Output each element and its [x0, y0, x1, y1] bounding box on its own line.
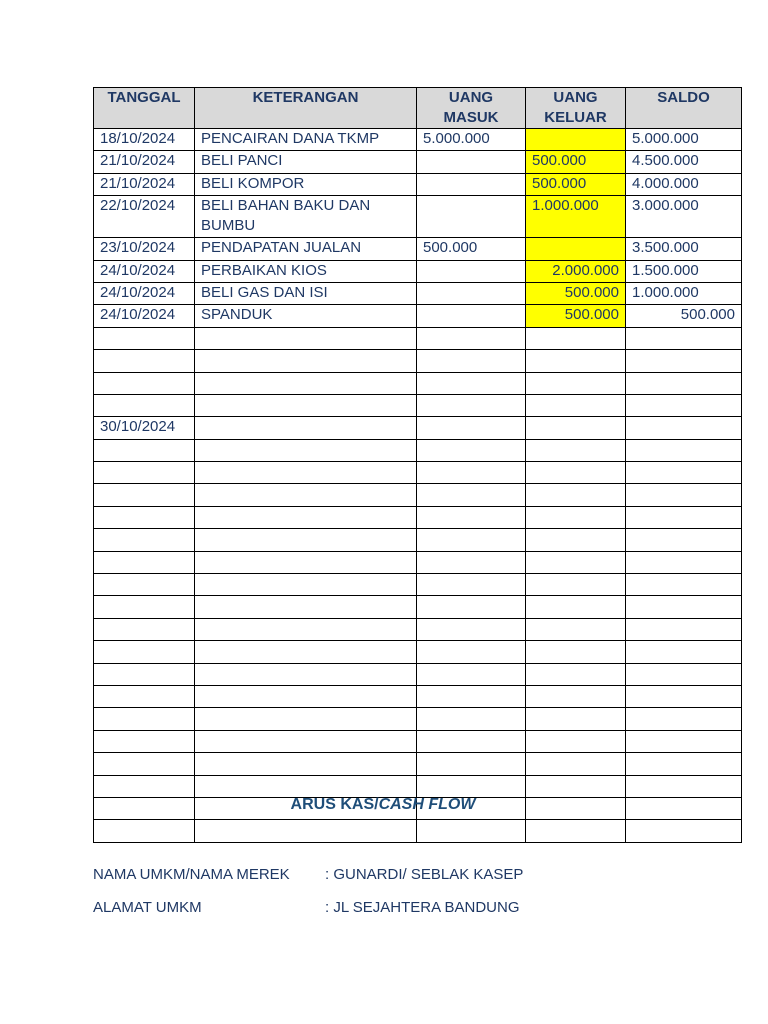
- cell-keterangan: [195, 730, 417, 752]
- cell-uang-keluar: [526, 529, 626, 551]
- table-body: [94, 129, 742, 843]
- table-row: [94, 282, 742, 304]
- table-row: [94, 730, 742, 752]
- table-row: [94, 327, 742, 349]
- cell-tanggal: 30/10/2024: [94, 417, 195, 439]
- table-row: [94, 151, 742, 173]
- cell-uang-masuk: [417, 372, 526, 394]
- cell-uang-masuk: [417, 618, 526, 640]
- cell-uang-masuk: [417, 260, 526, 282]
- table-row: [94, 596, 742, 618]
- table-row: [94, 775, 742, 797]
- cell-uang-keluar: [526, 394, 626, 416]
- cell-tanggal: [94, 551, 195, 573]
- table-row: [94, 350, 742, 372]
- title-main: ARUS KAS/: [290, 796, 379, 813]
- cell-tanggal: [94, 394, 195, 416]
- cell-uang-masuk: [417, 196, 526, 238]
- cell-keterangan: SPANDUK: [195, 305, 417, 327]
- cell-uang-masuk: [417, 484, 526, 506]
- cell-saldo: [626, 462, 742, 484]
- cell-keterangan: PENDAPATAN JUALAN: [195, 238, 417, 260]
- cell-tanggal: [94, 439, 195, 461]
- cell-uang-keluar: 500.000: [526, 305, 626, 327]
- cell-keterangan: [195, 327, 417, 349]
- cell-uang-keluar: [526, 730, 626, 752]
- cell-uang-masuk: [417, 394, 526, 416]
- title-italic: CASH FLOW: [378, 796, 476, 813]
- cell-uang-keluar: [526, 372, 626, 394]
- umkm-name-value: : GUNARDI/ SEBLAK KASEP: [325, 866, 524, 883]
- cell-tanggal: 24/10/2024: [94, 260, 195, 282]
- cell-keterangan: BELI KOMPOR: [195, 173, 417, 195]
- cell-keterangan: [195, 394, 417, 416]
- cell-keterangan: [195, 618, 417, 640]
- cell-keterangan: [195, 506, 417, 528]
- cash-flow-sheet: [93, 87, 741, 843]
- cell-keterangan: BELI BAHAN BAKU DAN BUMBU: [195, 196, 417, 238]
- umkm-address-label: ALAMAT UMKM: [93, 899, 202, 916]
- cell-tanggal: 23/10/2024: [94, 238, 195, 260]
- cell-keterangan: [195, 417, 417, 439]
- cell-saldo: [626, 484, 742, 506]
- table-row: [94, 372, 742, 394]
- cell-saldo: [626, 372, 742, 394]
- cell-uang-masuk: [417, 730, 526, 752]
- cell-uang-keluar: [526, 462, 626, 484]
- table-row: [94, 753, 742, 775]
- cell-saldo: [626, 730, 742, 752]
- cell-tanggal: 21/10/2024: [94, 151, 195, 173]
- cell-keterangan: [195, 641, 417, 663]
- cell-saldo: [626, 506, 742, 528]
- cell-uang-masuk: [417, 775, 526, 797]
- cell-tanggal: [94, 730, 195, 752]
- cell-tanggal: [94, 372, 195, 394]
- header-uang-masuk: UANG MASUK: [417, 88, 526, 129]
- header-tanggal: TANGGAL: [94, 88, 195, 129]
- cell-saldo: [626, 708, 742, 730]
- cell-keterangan: [195, 462, 417, 484]
- cell-saldo: [626, 820, 742, 842]
- cell-uang-keluar: [526, 574, 626, 596]
- cell-keterangan: [195, 820, 417, 842]
- cell-keterangan: PENCAIRAN DANA TKMP: [195, 129, 417, 151]
- cell-saldo: 500.000: [626, 305, 742, 327]
- cell-uang-keluar: [526, 327, 626, 349]
- cell-uang-keluar: [526, 753, 626, 775]
- cell-saldo: [626, 529, 742, 551]
- cell-uang-keluar: [526, 484, 626, 506]
- cell-saldo: 3.500.000: [626, 238, 742, 260]
- cell-uang-keluar: [526, 596, 626, 618]
- cell-uang-masuk: 5.000.000: [417, 129, 526, 151]
- cell-saldo: [626, 350, 742, 372]
- cell-uang-masuk: [417, 708, 526, 730]
- cell-tanggal: [94, 708, 195, 730]
- cell-uang-keluar: [526, 663, 626, 685]
- cell-saldo: [626, 439, 742, 461]
- cell-saldo: [626, 327, 742, 349]
- cell-keterangan: [195, 685, 417, 707]
- cell-uang-masuk: [417, 350, 526, 372]
- cell-tanggal: 18/10/2024: [94, 129, 195, 151]
- table-row: [94, 394, 742, 416]
- cell-keterangan: [195, 439, 417, 461]
- cell-keterangan: [195, 596, 417, 618]
- cell-saldo: [626, 574, 742, 596]
- cell-uang-masuk: [417, 663, 526, 685]
- umkm-name-label: NAMA UMKM/NAMA MEREK: [93, 866, 290, 883]
- cell-uang-keluar: [526, 641, 626, 663]
- cell-keterangan: BELI PANCI: [195, 151, 417, 173]
- cell-saldo: [626, 551, 742, 573]
- cell-keterangan: [195, 574, 417, 596]
- cell-tanggal: [94, 641, 195, 663]
- cell-uang-keluar: 500.000: [526, 151, 626, 173]
- cell-tanggal: [94, 663, 195, 685]
- cell-uang-keluar: [526, 439, 626, 461]
- cell-uang-keluar: [526, 618, 626, 640]
- cell-tanggal: [94, 574, 195, 596]
- cell-uang-keluar: [526, 506, 626, 528]
- header-saldo: SALDO: [626, 88, 742, 129]
- table-row: [94, 417, 742, 439]
- table-row: [94, 196, 742, 238]
- cell-saldo: [626, 685, 742, 707]
- header-uang-keluar: UANG KELUAR: [526, 88, 626, 129]
- cell-tanggal: 24/10/2024: [94, 282, 195, 304]
- cell-uang-masuk: [417, 151, 526, 173]
- table-row: [94, 685, 742, 707]
- cell-tanggal: [94, 506, 195, 528]
- cell-uang-masuk: [417, 641, 526, 663]
- cell-saldo: 5.000.000: [626, 129, 742, 151]
- cell-uang-masuk: [417, 439, 526, 461]
- cell-uang-keluar: [526, 775, 626, 797]
- cell-tanggal: [94, 327, 195, 349]
- header-keterangan: KETERANGAN: [195, 88, 417, 129]
- cell-saldo: [626, 641, 742, 663]
- cell-tanggal: [94, 462, 195, 484]
- cell-uang-masuk: [417, 462, 526, 484]
- cell-tanggal: [94, 596, 195, 618]
- table-row: [94, 574, 742, 596]
- table-row: [94, 260, 742, 282]
- cell-keterangan: [195, 775, 417, 797]
- table-row: [94, 305, 742, 327]
- cell-tanggal: [94, 484, 195, 506]
- cell-uang-masuk: [417, 574, 526, 596]
- umkm-address-value: : JL SEJAHTERA BANDUNG: [325, 899, 520, 916]
- cell-uang-masuk: [417, 551, 526, 573]
- table-row: [94, 173, 742, 195]
- table-row: [94, 820, 742, 842]
- cell-uang-keluar: [526, 238, 626, 260]
- cell-uang-keluar: 500.000: [526, 282, 626, 304]
- cell-uang-keluar: 2.000.000: [526, 260, 626, 282]
- cell-uang-masuk: [417, 685, 526, 707]
- cell-uang-masuk: [417, 282, 526, 304]
- cell-saldo: [626, 417, 742, 439]
- cell-uang-masuk: [417, 596, 526, 618]
- cash-flow-table: [93, 87, 742, 843]
- table-header-row: [94, 88, 742, 129]
- cell-saldo: 4.500.000: [626, 151, 742, 173]
- cell-keterangan: BELI GAS DAN ISI: [195, 282, 417, 304]
- cell-keterangan: PERBAIKAN KIOS: [195, 260, 417, 282]
- cell-saldo: [626, 753, 742, 775]
- cell-uang-keluar: [526, 417, 626, 439]
- cell-tanggal: [94, 618, 195, 640]
- umkm-name-line: [93, 866, 523, 883]
- cell-uang-masuk: [417, 327, 526, 349]
- cell-saldo: 1.000.000: [626, 282, 742, 304]
- table-row: [94, 129, 742, 151]
- cell-tanggal: [94, 775, 195, 797]
- cell-tanggal: 22/10/2024: [94, 196, 195, 238]
- cell-keterangan: [195, 708, 417, 730]
- cell-saldo: 3.000.000: [626, 196, 742, 238]
- cell-saldo: 4.000.000: [626, 173, 742, 195]
- cell-keterangan: [195, 350, 417, 372]
- table-row: [94, 238, 742, 260]
- cell-uang-keluar: [526, 129, 626, 151]
- cell-uang-masuk: [417, 529, 526, 551]
- cell-keterangan: [195, 529, 417, 551]
- table-row: [94, 506, 742, 528]
- table-row: [94, 708, 742, 730]
- table-row: [94, 529, 742, 551]
- cell-uang-masuk: [417, 305, 526, 327]
- cell-saldo: [626, 596, 742, 618]
- cell-uang-keluar: [526, 350, 626, 372]
- cell-uang-keluar: 500.000: [526, 173, 626, 195]
- cell-uang-masuk: [417, 417, 526, 439]
- cell-tanggal: 24/10/2024: [94, 305, 195, 327]
- table-row: [94, 484, 742, 506]
- document-title: [93, 796, 673, 814]
- cell-uang-keluar: [526, 685, 626, 707]
- cell-tanggal: [94, 529, 195, 551]
- cell-saldo: [626, 775, 742, 797]
- cell-keterangan: [195, 372, 417, 394]
- cell-saldo: 1.500.000: [626, 260, 742, 282]
- cell-saldo: [626, 663, 742, 685]
- cell-uang-keluar: 1.000.000: [526, 196, 626, 238]
- table-row: [94, 618, 742, 640]
- cell-uang-masuk: [417, 753, 526, 775]
- cell-uang-masuk: [417, 506, 526, 528]
- cell-keterangan: [195, 484, 417, 506]
- cell-tanggal: [94, 820, 195, 842]
- table-row: [94, 462, 742, 484]
- cell-uang-keluar: [526, 708, 626, 730]
- cell-tanggal: 21/10/2024: [94, 173, 195, 195]
- cell-tanggal: [94, 350, 195, 372]
- table-row: [94, 551, 742, 573]
- table-row: [94, 641, 742, 663]
- cell-saldo: [626, 394, 742, 416]
- cell-keterangan: [195, 663, 417, 685]
- cell-uang-keluar: [526, 551, 626, 573]
- cell-tanggal: [94, 753, 195, 775]
- table-row: [94, 663, 742, 685]
- cell-uang-masuk: [417, 820, 526, 842]
- cell-saldo: [626, 618, 742, 640]
- cell-keterangan: [195, 753, 417, 775]
- cell-keterangan: [195, 551, 417, 573]
- umkm-address-line: [93, 899, 520, 916]
- cell-tanggal: [94, 685, 195, 707]
- cell-uang-masuk: 500.000: [417, 238, 526, 260]
- cell-uang-keluar: [526, 820, 626, 842]
- cell-uang-masuk: [417, 173, 526, 195]
- table-row: [94, 439, 742, 461]
